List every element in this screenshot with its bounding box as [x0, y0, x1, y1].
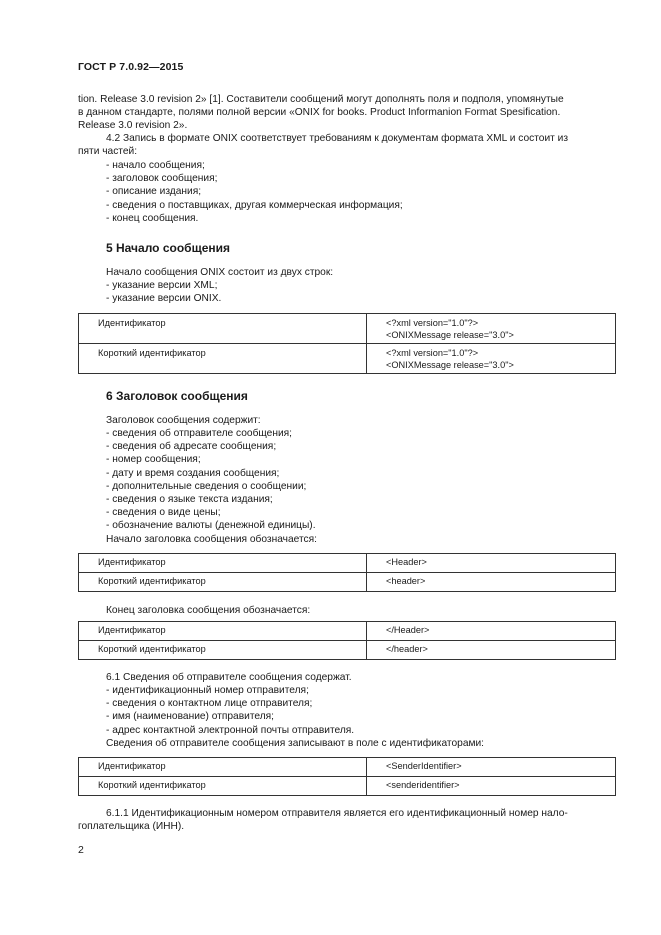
intro-line-3: Release 3.0 revision 2». [78, 120, 188, 131]
header-end-note: Конец заголовка сообщения обозначается: [106, 605, 311, 616]
table-row [79, 554, 616, 573]
table-cell-label: Короткий идентификатор [79, 344, 367, 374]
list-item: - дату и время создания сообщения; [106, 467, 280, 479]
section-6-heading: 6 Заголовок сообщения [106, 389, 248, 403]
list-item: - имя (наименование) отправителя; [106, 711, 274, 723]
list-item: - номер сообщения; [106, 454, 201, 466]
list-item: - описание издания; [106, 186, 202, 198]
code-line: <?xml version="1.0"?> [386, 318, 479, 328]
document-code: ГОСТ Р 7.0.92—2015 [78, 61, 184, 73]
clause-6-1-lead: 6.1 Сведения об отправителе сообщения содержат. [106, 672, 352, 683]
table-cell-value: </Header> [367, 622, 616, 641]
section-5-table [78, 313, 616, 374]
table-cell-label: Идентификатор [79, 554, 367, 573]
table-cell-value: </header> [367, 641, 616, 660]
table-row [79, 641, 616, 660]
list-item: - сведения о языке текста издания; [106, 493, 273, 505]
section-5-lead: Начало сообщения ONIX состоит из двух строк: [106, 267, 334, 278]
header-end-table [78, 621, 616, 660]
list-item: - дополнительные сведения о сообщении; [106, 480, 307, 492]
table-row [79, 573, 616, 592]
list-item: - адрес контактной электронной почты отправителя. [106, 724, 355, 736]
clause-4-2-line-1: 4.2 Запись в формате ONIX соответствует требованиям к документам формата XML и состоит из [106, 133, 569, 144]
list-item: - сведения об отправителе сообщения; [106, 428, 293, 439]
page-number: 2 [78, 844, 84, 856]
table-cell-label: Идентификатор [79, 622, 367, 641]
table-row [79, 758, 616, 777]
intro-line-1: tion. Release 3.0 revision 2» [1]. Составители сообщений могут дополнять поля и подполя, упомянутые [78, 94, 564, 105]
list-item: - конец сообщения. [106, 212, 199, 224]
table-cell-value: <SenderIdentifier> [367, 758, 616, 777]
table-row [79, 777, 616, 796]
header-start-note: Начало заголовка сообщения обозначается: [106, 534, 317, 545]
clause-6-1-1-line-2: гоплательщика (ИНН). [78, 821, 185, 832]
clause-6-1-list [106, 684, 354, 737]
message-parts-list [106, 159, 403, 225]
table-cell-value: <header> [367, 573, 616, 592]
list-item: - обозначение валюты (денежной единицы). [106, 520, 316, 532]
table-cell-value [367, 314, 616, 344]
section-5-list [106, 279, 221, 305]
list-item: - идентификационный номер отправителя; [106, 685, 309, 696]
list-item: - сведения об адресате сообщения; [106, 441, 277, 453]
table-cell-label: Короткий идентификатор [79, 777, 367, 796]
clause-6-1-1-line-1: 6.1.1 Идентификационным номером отправителя является его идентификационный номер нало- [106, 808, 568, 819]
sender-fields-note: Сведения об отправителе сообщения записывают в поле с идентификаторами: [106, 738, 485, 749]
list-item: - указание версии XML; [106, 280, 218, 291]
table-cell-label: Идентификатор [79, 314, 367, 344]
code-line: <ONIXMessage release="3.0"> [386, 359, 514, 370]
table-cell-value: <senderidentifier> [367, 777, 616, 796]
list-item: - сведения о виде цены; [106, 507, 221, 519]
code-line: <?xml version="1.0"?> [386, 348, 479, 358]
table-cell-label: Идентификатор [79, 758, 367, 777]
table-cell-label: Короткий идентификатор [79, 573, 367, 592]
code-line: <ONIXMessage release="3.0"> [386, 329, 514, 340]
table-row [79, 344, 616, 374]
sender-identifier-table [78, 757, 616, 796]
list-item: - указание версии ONIX. [106, 293, 222, 305]
section-6-list [106, 427, 316, 533]
section-5-heading: 5 Начало сообщения [106, 241, 230, 255]
clause-4-2-line-2: пяти частей: [78, 146, 138, 157]
table-row [79, 622, 616, 641]
header-start-table [78, 553, 616, 592]
table-row [79, 314, 616, 344]
list-item: - начало сообщения; [106, 160, 205, 171]
intro-line-2: в данном стандарте, полями полной версии «ONIX for books. Product Informanion Format Spesification. [78, 107, 561, 118]
table-cell-value: <Header> [367, 554, 616, 573]
section-6-lead: Заголовок сообщения содержит: [106, 415, 261, 426]
list-item: - сведения о поставщиках, другая коммерческая информация; [106, 199, 403, 211]
list-item: - заголовок сообщения; [106, 173, 218, 185]
list-item: - сведения о контактном лице отправителя; [106, 698, 313, 710]
table-cell-label: Короткий идентификатор [79, 641, 367, 660]
table-cell-value [367, 344, 616, 374]
